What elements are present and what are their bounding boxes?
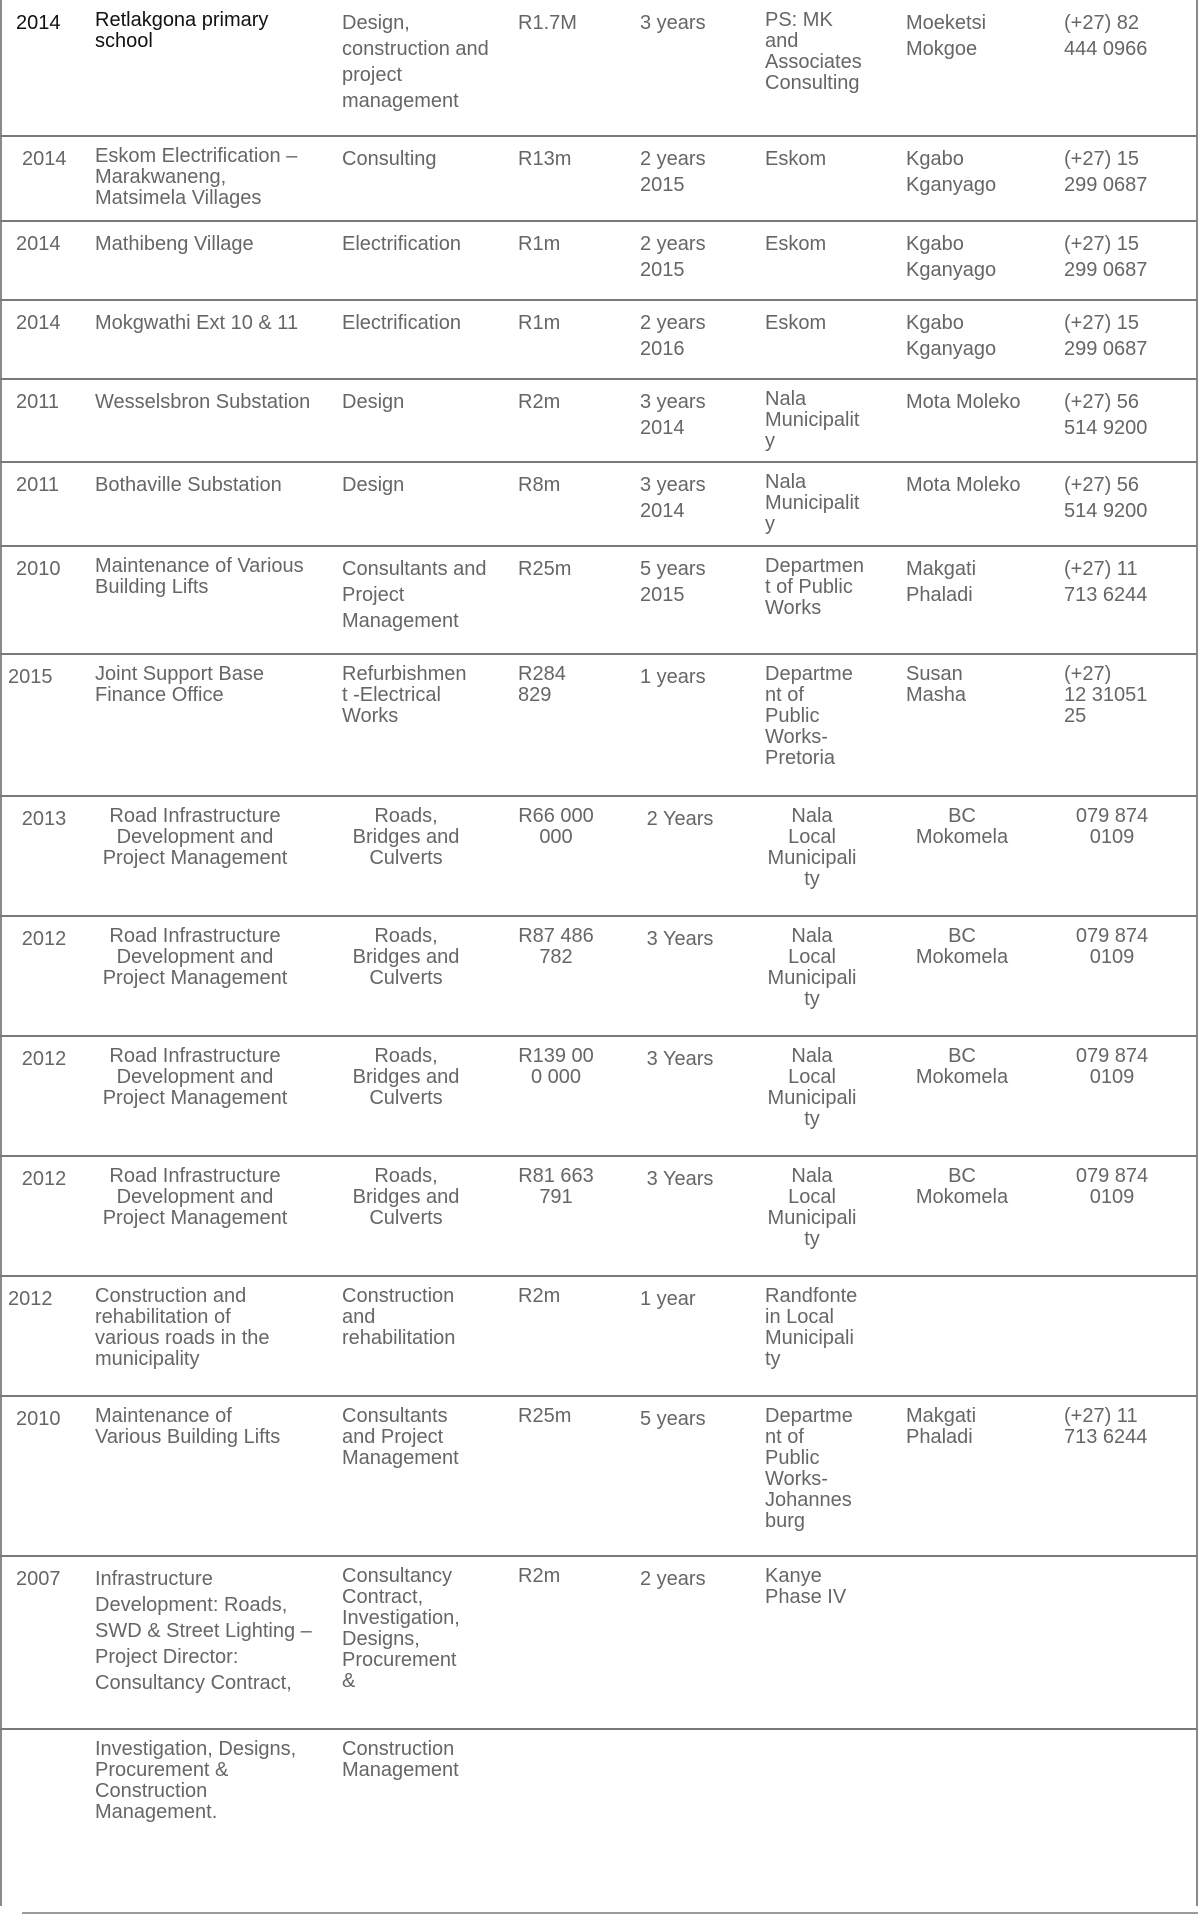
- cell-project: Mokgwathi Ext 10 & 11: [95, 312, 299, 334]
- cell-duration: 2 Years: [646, 808, 714, 830]
- cell-contact: Moeketsi Mokgoe: [906, 12, 987, 60]
- cell-contact: Kgabo Kganyago: [906, 148, 997, 196]
- cell-year: 2015: [8, 666, 53, 688]
- cell-client: Randfonte in Local Municipali ty: [765, 1285, 858, 1370]
- cell-contact: Makgati Phaladi: [906, 1405, 977, 1448]
- cell-client: Nala Local Municipali ty: [767, 925, 857, 1010]
- cell-year: 2012: [21, 1048, 67, 1070]
- cell-year: 2007: [16, 1568, 61, 1590]
- cell-service: Electrification: [342, 312, 461, 334]
- cell-year: 2013: [21, 808, 67, 830]
- cell-value: R66 000 000: [518, 805, 594, 848]
- cell-project: Road Infrastructure Development and Project Management: [102, 1045, 288, 1109]
- cell-phone: (+27) 56 514 9200: [1064, 474, 1148, 522]
- cell-phone: (+27) 82 444 0966: [1064, 12, 1148, 60]
- cell-client: Nala Municipalit y: [765, 388, 860, 452]
- cell-duration: 2 years: [640, 1568, 706, 1590]
- cell-year: 2012: [21, 928, 67, 950]
- cell-client: Nala Local Municipali ty: [767, 1165, 857, 1250]
- cell-service: Consultants and Project Management: [342, 558, 487, 632]
- cell-value: R1m: [518, 233, 561, 255]
- cell-phone: (+27) 56 514 9200: [1064, 391, 1148, 439]
- cell-value: R25m: [518, 558, 572, 580]
- cell-value: R13m: [518, 148, 572, 170]
- cell-year: 2014: [16, 312, 61, 334]
- cell-service: Roads, Bridges and Culverts: [352, 925, 460, 989]
- cell-value: R139 00 0 000: [518, 1045, 594, 1088]
- cell-client: Kanye Phase IV: [765, 1565, 847, 1608]
- cell-contact: BC Mokomela: [915, 1045, 1009, 1088]
- cell-project: Mathibeng Village: [95, 233, 254, 255]
- cell-service: Consulting: [342, 148, 437, 170]
- cell-duration: 2 years 2015: [640, 148, 706, 196]
- cell-phone: (+27) 12 31051 25: [1064, 663, 1148, 727]
- cell-service: Design, construction and project management: [342, 12, 489, 112]
- cell-duration: 3 years 2014: [640, 391, 706, 439]
- cell-phone: (+27) 15 299 0687: [1064, 148, 1148, 196]
- cell-duration: 3 Years: [646, 928, 714, 950]
- cell-service: Consultancy Contract, Investigation, Designs, Procurement &: [342, 1565, 460, 1692]
- cell-value: R1.7M: [518, 12, 577, 34]
- cell-value: R1m: [518, 312, 561, 334]
- cell-project: Infrastructure Development: Roads, SWD & Street Lighting – Project Director: Consultancy Contract,: [95, 1568, 312, 1694]
- cell-duration: 3 Years: [646, 1168, 714, 1190]
- cell-project: Construction and rehabilitation of various roads in the municipality: [95, 1285, 270, 1370]
- cell-service: Construction and rehabilitation: [342, 1285, 456, 1349]
- cell-contact: BC Mokomela: [915, 925, 1009, 968]
- cell-phone: (+27) 11 713 6244: [1064, 558, 1148, 606]
- cell-client: Nala Local Municipali ty: [767, 805, 857, 890]
- cell-year: 2010: [16, 1408, 61, 1430]
- page-bottom-border: [22, 1912, 1198, 1914]
- cell-client: Nala Local Municipali ty: [767, 1045, 857, 1130]
- cell-year: 2011: [16, 391, 60, 413]
- cell-value: R284 829: [518, 663, 566, 706]
- cell-value: R2m: [518, 1285, 561, 1307]
- cell-year: 2014: [16, 12, 61, 34]
- cell-year: 2012: [21, 1168, 67, 1190]
- cell-phone: 079 874 0109: [1075, 925, 1149, 968]
- cell-duration: 5 years 2015: [640, 558, 706, 606]
- cell-value: R81 663 791: [518, 1165, 594, 1208]
- cell-year: 2014: [16, 233, 61, 255]
- cell-phone: (+27) 15 299 0687: [1064, 233, 1148, 281]
- cell-contact: BC Mokomela: [915, 805, 1009, 848]
- cell-year: 2010: [16, 558, 61, 580]
- cell-year: 2011: [16, 474, 60, 496]
- cell-service: Construction Management: [342, 1738, 459, 1781]
- cell-contact: BC Mokomela: [915, 1165, 1009, 1208]
- cell-phone: (+27) 11 713 6244: [1064, 1405, 1148, 1448]
- cell-client: Departme nt of Public Works- Johannes burg: [765, 1405, 853, 1532]
- cell-year: 2014: [22, 148, 67, 170]
- cell-project: Wesselsbron Substation: [95, 391, 311, 413]
- cell-client: Eskom: [765, 312, 827, 334]
- cell-contact: Susan Masha: [906, 663, 967, 706]
- cell-phone: 079 874 0109: [1075, 1165, 1149, 1208]
- cell-project: Road Infrastructure Development and Project Management: [102, 925, 288, 989]
- cell-duration: 3 years: [640, 12, 706, 34]
- cell-client: Departmen t of Public Works: [765, 555, 864, 619]
- cell-contact: Mota Moleko: [906, 474, 1021, 496]
- cell-project: Investigation, Designs, Procurement & Construction Management.: [95, 1738, 297, 1823]
- cell-project: Maintenance of Various Building Lifts: [95, 555, 304, 598]
- cell-service: Roads, Bridges and Culverts: [352, 1045, 460, 1109]
- cell-duration: 1 years: [640, 666, 706, 688]
- cell-year: 2012: [8, 1288, 53, 1310]
- cell-project: Road Infrastructure Development and Project Management: [102, 1165, 288, 1229]
- cell-service: Refurbishmen t -Electrical Works: [342, 663, 467, 727]
- cell-client: PS: MK and Associates Consulting: [765, 9, 862, 94]
- cell-client: Eskom: [765, 233, 827, 255]
- cell-project: Maintenance of Various Building Lifts: [95, 1405, 281, 1448]
- cell-service: Consultants and Project Management: [342, 1405, 459, 1469]
- cell-value: R2m: [518, 1565, 561, 1587]
- cell-service: Electrification: [342, 233, 461, 255]
- cell-project: Retlakgona primary school: [95, 9, 269, 52]
- cell-project: Eskom Electrification – Marakwaneng, Matsimela Villages: [95, 145, 298, 209]
- cell-contact: Kgabo Kganyago: [906, 233, 997, 281]
- cell-service: Design: [342, 391, 405, 413]
- cell-project: Bothaville Substation: [95, 474, 282, 496]
- cell-project: Road Infrastructure Development and Project Management: [102, 805, 288, 869]
- cell-duration: 2 years 2015: [640, 233, 706, 281]
- cell-contact: Kgabo Kganyago: [906, 312, 997, 360]
- cell-duration: 2 years 2016: [640, 312, 706, 360]
- cell-value: R8m: [518, 474, 561, 496]
- cell-client: Nala Municipalit y: [765, 471, 860, 535]
- cell-duration: 3 Years: [646, 1048, 714, 1070]
- cell-phone: (+27) 15 299 0687: [1064, 312, 1148, 360]
- cell-duration: 3 years 2014: [640, 474, 706, 522]
- cell-client: Departme nt of Public Works- Pretoria: [765, 663, 853, 769]
- cell-service: Roads, Bridges and Culverts: [352, 1165, 460, 1229]
- cell-contact: Makgati Phaladi: [906, 558, 977, 606]
- cell-duration: 1 year: [640, 1288, 696, 1310]
- cell-service: Design: [342, 474, 405, 496]
- cell-service: Roads, Bridges and Culverts: [352, 805, 460, 869]
- cell-value: R87 486 782: [518, 925, 594, 968]
- cell-phone: 079 874 0109: [1075, 1045, 1149, 1088]
- cell-duration: 5 years: [640, 1408, 706, 1430]
- cell-project: Joint Support Base Finance Office: [95, 663, 264, 706]
- cell-value: R2m: [518, 391, 561, 413]
- cell-phone: 079 874 0109: [1075, 805, 1149, 848]
- cell-client: Eskom: [765, 148, 827, 170]
- cell-contact: Mota Moleko: [906, 391, 1021, 413]
- cell-value: R25m: [518, 1405, 572, 1427]
